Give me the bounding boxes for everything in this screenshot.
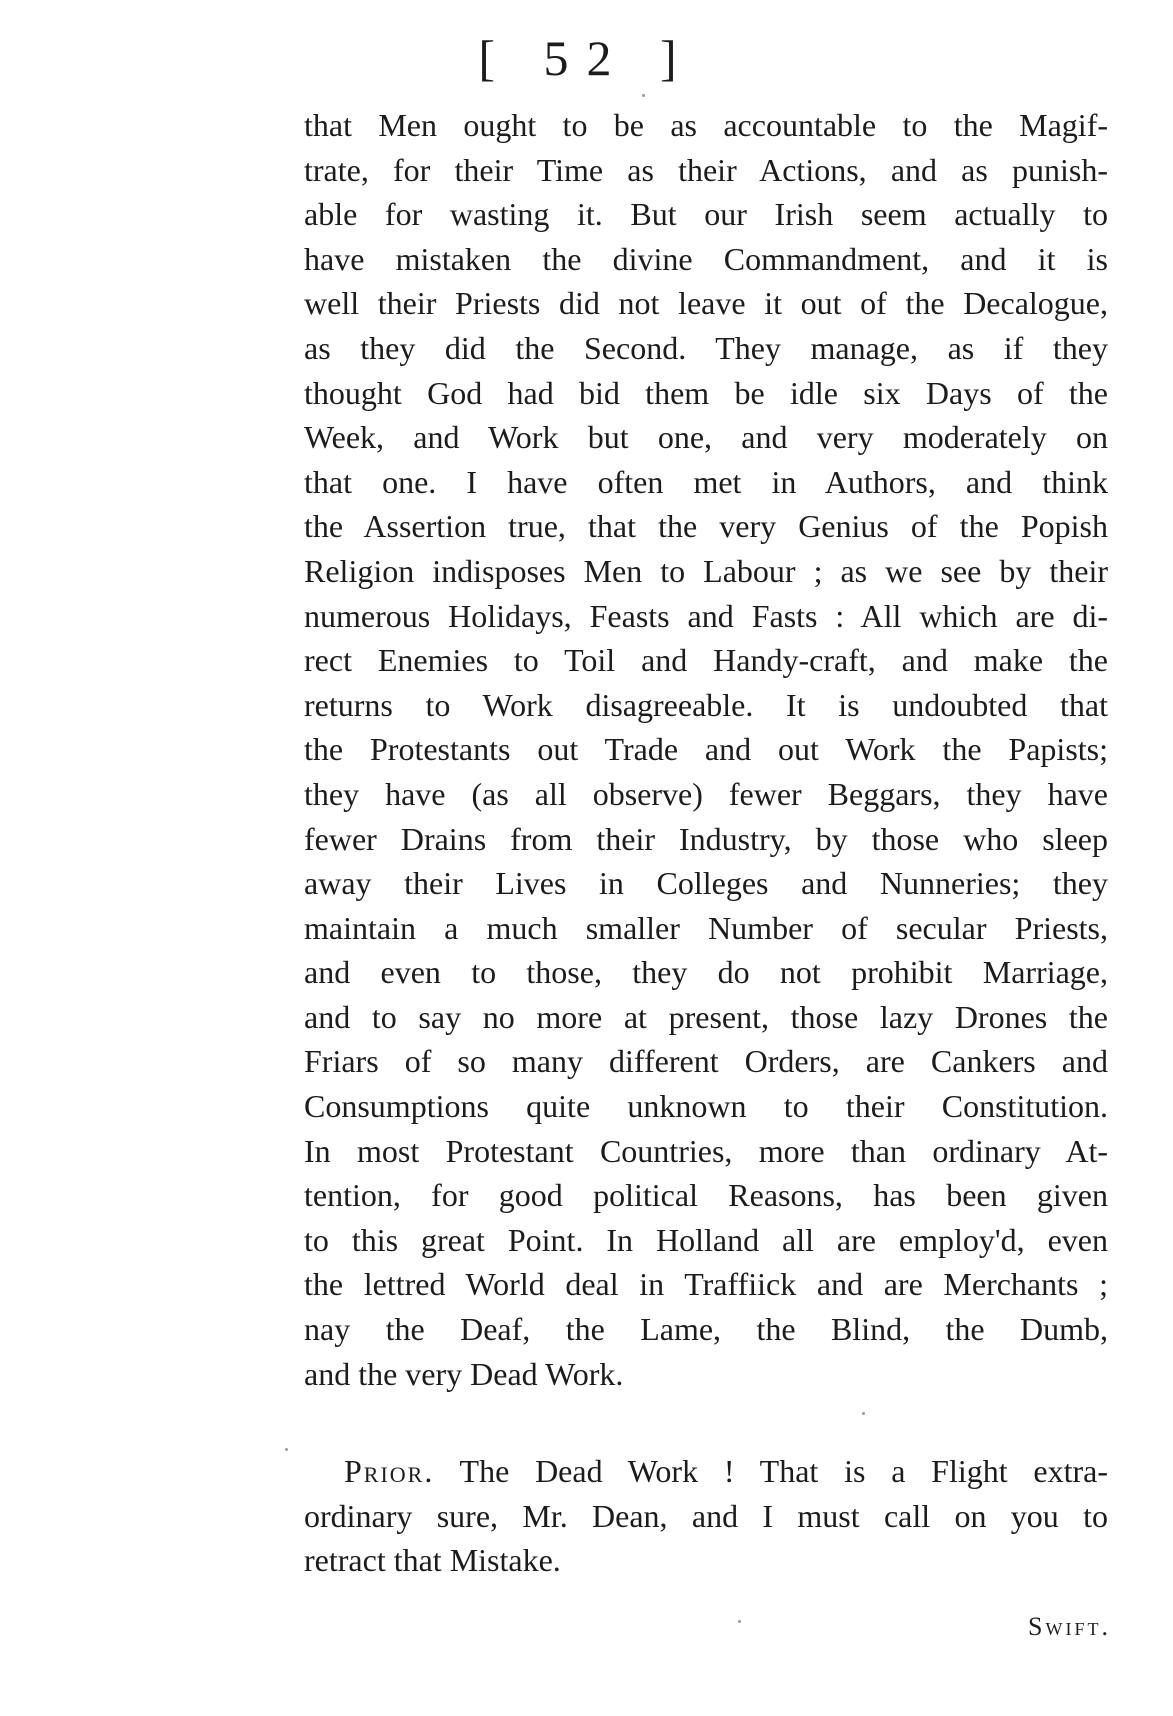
text-line: the Protestants out Trade and out Work the Papists; [304, 731, 1108, 768]
print-speck [642, 94, 645, 97]
reply-line: ordinary sure, Mr. Dean, and I must call on you to [304, 1497, 1108, 1534]
text-line: tention, for good political Reasons, has been given [304, 1177, 1108, 1214]
text-line: able for wasting it. But our Irish seem actually to [304, 196, 1108, 233]
text-line: Religion indisposes Men to Labour ; as we see by their [304, 552, 1108, 589]
text-line: In most Protestant Countries, more than ordinary At- [304, 1132, 1108, 1169]
text-line: the lettred World deal in Traffiick and are Merchants ; [304, 1266, 1108, 1303]
reply-line [304, 1449, 1108, 1494]
text-line: well their Priests did not leave it out of the Decalogue, [304, 285, 1108, 322]
text-line: and to say no more at present, those lazy Drones the [304, 998, 1108, 1035]
text-line: thought God had bid them be idle six Days of the [304, 374, 1108, 411]
text-line: fewer Drains from their Industry, by those who sleep [304, 820, 1108, 857]
text-line: and the very Dead Work. [304, 1355, 624, 1392]
page-number: [ 52 ] [478, 30, 695, 86]
catchword: Swift. [1028, 1612, 1111, 1641]
text-line: maintain a much smaller Number of secular Priests, [304, 909, 1108, 946]
reply-line: retract that Mistake. [304, 1542, 561, 1579]
text-line: to this great Point. In Holland all are employ'd, even [304, 1221, 1108, 1258]
prior-reply [304, 1449, 1108, 1583]
print-speck [738, 1620, 741, 1623]
text-line: numerous Holidays, Feasts and Fasts : All which are di- [304, 597, 1108, 634]
body-text [304, 103, 1108, 1396]
text-line: nay the Deaf, the Lame, the Blind, the Dumb, [304, 1311, 1108, 1348]
text-line: that one. I have often met in Authors, and think [304, 463, 1108, 500]
print-speck [285, 1448, 288, 1451]
text-line: and even to those, they do not prohibit Marriage, [304, 954, 1108, 991]
text-line: that Men ought to be as accountable to the Magif- [304, 107, 1108, 143]
text-line: Week, and Work but one, and very moderately on [304, 419, 1108, 456]
text-line: Friars of so many different Orders, are Cankers and [304, 1043, 1108, 1080]
text-line: the Assertion true, that the very Genius of the Popish [304, 508, 1108, 545]
text-line: they have (as all observe) fewer Beggars, they have [304, 775, 1108, 812]
text-line: have mistaken the divine Commandment, and it is [304, 240, 1108, 277]
text-line: trate, for their Time as their Actions, and as punish- [304, 151, 1108, 188]
reply-text: The Dead Work ! That is a Flight extra- [459, 1453, 1108, 1489]
text-line: Consumptions quite unknown to their Constitution. [304, 1088, 1108, 1125]
text-line: returns to Work disagreeable. It is undoubted that [304, 686, 1108, 723]
text-line: rect Enemies to Toil and Handy-craft, and make the [304, 642, 1108, 679]
text-line: away their Lives in Colleges and Nunneries; they [304, 865, 1108, 902]
print-speck [862, 1412, 865, 1415]
text-line: as they did the Second. They manage, as if they [304, 329, 1108, 366]
speaker-name: Prior. [344, 1453, 435, 1489]
